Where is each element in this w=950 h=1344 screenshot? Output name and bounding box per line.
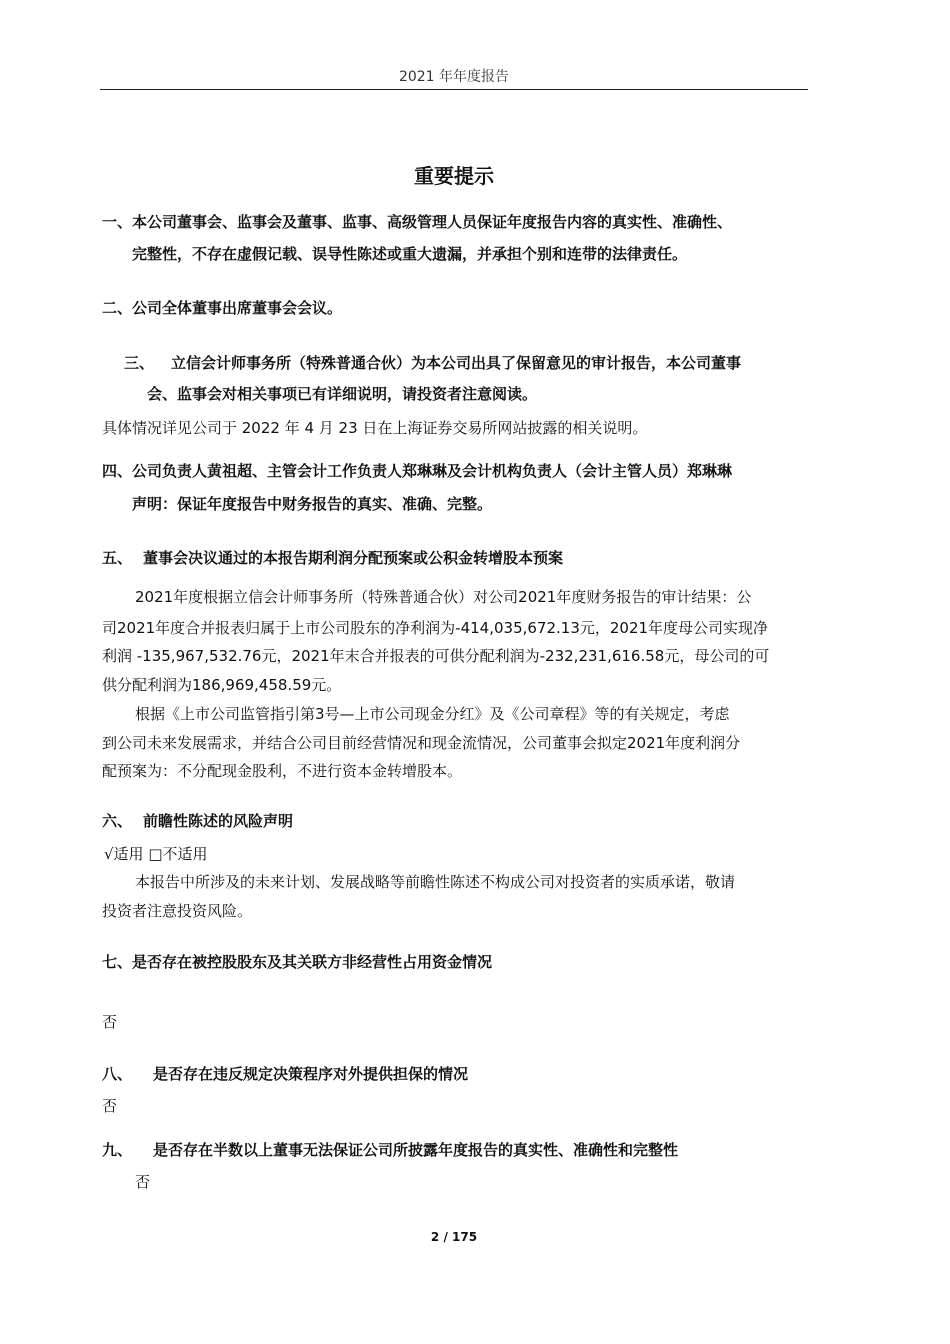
section-4-line-2: 声明：保证年度报告中财务报告的真实、准确、完整。	[132, 495, 493, 513]
section-6-para-line-2: 投资者注意投资风险。	[102, 902, 253, 920]
applicability-option: √适用 □不适用	[104, 845, 208, 863]
section-3-line-2: 会、监事会对相关事项已有详细说明，请投资者注意阅读。	[147, 385, 538, 403]
section-8-answer: 否	[102, 1097, 118, 1115]
section-4-line-1: 四、公司负责人黄祖超、主管会计工作负责人郑琳琳及会计机构负责人（会计主管人员）郑琳琳	[102, 462, 733, 480]
section-6-para-line-1: 本报告中所涉及的未来计划、发展战略等前瞻性陈述不构成公司对投资者的实质承诺，敬请	[135, 873, 736, 891]
page-number: 2 / 175	[430, 1230, 478, 1244]
section-9-title: 是否存在半数以上董事无法保证公司所披露年度报告的真实性、准确性和完整性	[153, 1141, 679, 1159]
section-8-number: 八、	[102, 1065, 133, 1083]
section-9-number: 九、	[102, 1141, 133, 1159]
section-8-title: 是否存在违反规定决策程序对外提供担保的情况	[153, 1065, 469, 1083]
section-5-para-2-line-3: 配预案为：不分配现金股利，不进行资本金转增股本。	[102, 762, 463, 780]
section-7: 七、是否存在被控股股东及其关联方非经营性占用资金情况	[102, 953, 493, 971]
section-2: 二、公司全体董事出席董事会会议。	[102, 299, 343, 317]
section-3-line-1: 立信会计师事务所（特殊普通合伙）为本公司出具了保留意见的审计报告，本公司董事	[171, 354, 742, 372]
section-3-number: 三、	[124, 354, 155, 372]
section-5-para-2-line-1: 根据《上市公司监管指引第3号—上市公司现金分红》及《公司章程》等的有关规定，考虑	[135, 705, 730, 723]
section-5-para-1-line-4: 供分配利润为186,969,458.59元。	[102, 676, 342, 694]
running-header: 2021 年年度报告	[398, 69, 510, 85]
section-5-para-1-line-3: 利润 -135,967,532.76元，2021年末合并报表的可供分配利润为-232,231,616.58元，母公司的可	[102, 647, 770, 665]
section-6-title: 前瞻性陈述的风险声明	[143, 812, 294, 830]
section-1-line-1: 一、本公司董事会、监事会及董事、监事、高级管理人员保证年度报告内容的真实性、准确性、	[102, 213, 733, 231]
section-9-answer: 否	[135, 1173, 151, 1191]
section-3-note: 具体情况详见公司于 2022 年 4 月 23 日在上海证券交易所网站披露的相关说明。	[102, 419, 648, 437]
section-5-para-1-line-1: 2021年度根据立信会计师事务所（特殊普通合伙）对公司2021年度财务报告的审计结果：公	[135, 588, 752, 606]
section-6-number: 六、	[102, 812, 133, 830]
header-rule	[100, 89, 808, 90]
section-7-answer: 否	[102, 1013, 118, 1031]
section-5-title: 董事会决议通过的本报告期利润分配预案或公积金转增股本预案	[143, 549, 564, 567]
section-1-line-2: 完整性，不存在虚假记载、误导性陈述或重大遗漏，并承担个别和连带的法律责任。	[132, 245, 688, 263]
page-title: 重要提示	[414, 164, 494, 188]
section-5-para-1-line-2: 司2021年度合并报表归属于上市公司股东的净利润为-414,035,672.13元，2021年度母公司实现净	[102, 619, 769, 637]
section-5-number: 五、	[102, 549, 133, 567]
section-5-para-2-line-2: 到公司未来发展需求，并结合公司目前经营情况和现金流情况，公司董事会拟定2021年度利润分	[102, 734, 741, 752]
